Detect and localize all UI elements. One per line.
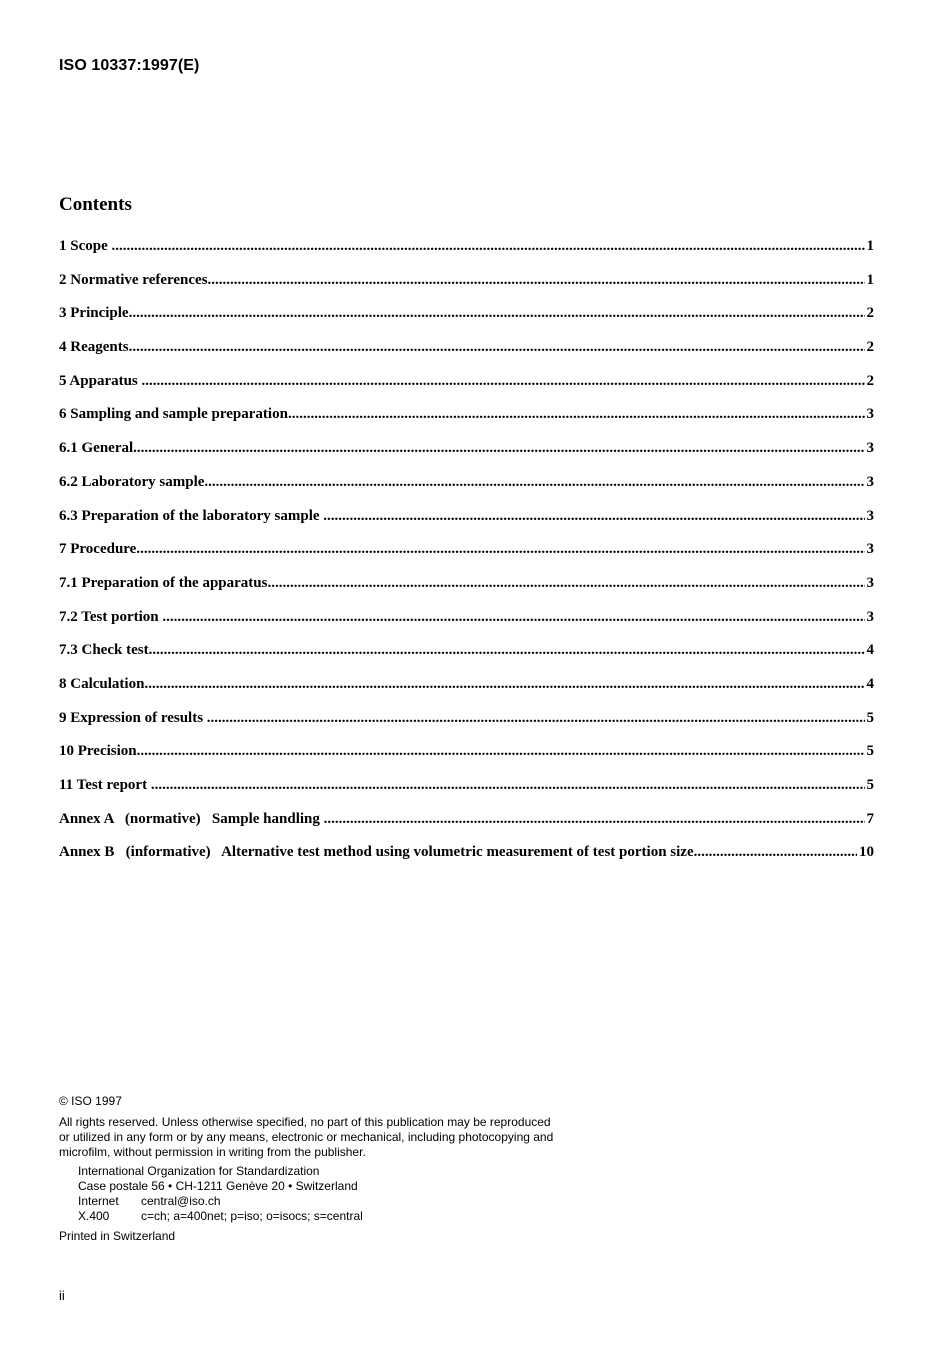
toc-entry-label: 4 Reagents xyxy=(59,339,129,356)
toc-entry-label: 9 Expression of results xyxy=(59,709,207,726)
toc-entry-label: 6 Sampling and sample preparation xyxy=(59,406,288,423)
toc-entry-label: 7.2 Test portion xyxy=(59,608,163,625)
x400-label: X.400 xyxy=(78,1209,110,1223)
toc-entry-precision[interactable] xyxy=(59,741,874,775)
toc-dot-leader xyxy=(133,438,864,458)
toc-entry-page: 1 xyxy=(866,271,874,288)
toc-entry-page: 10 xyxy=(859,844,874,861)
toc-entry-page: 3 xyxy=(866,507,874,524)
toc-entry-page: 3 xyxy=(866,574,874,591)
org-name: International Organization for Standardization xyxy=(78,1164,320,1178)
toc-dot-leader xyxy=(142,371,865,391)
copyright-notice: © ISO 1997 xyxy=(59,1094,122,1108)
toc-entry-principle[interactable] xyxy=(59,303,874,337)
toc-entry-normative-references[interactable] xyxy=(59,270,874,304)
toc-entry-page: 2 xyxy=(866,339,874,356)
toc-entry-page: 2 xyxy=(866,305,874,322)
toc-dot-leader xyxy=(144,674,864,694)
toc-dot-leader xyxy=(149,640,865,660)
toc-entry-scope[interactable] xyxy=(59,236,874,270)
toc-entry-page: 7 xyxy=(866,810,874,827)
rights-line: or utilized in any form or by any means, electronic or mechanical, including photocopying and xyxy=(59,1130,554,1144)
internet-email-link[interactable]: central@iso.ch xyxy=(141,1194,221,1208)
toc-dot-leader xyxy=(207,708,865,728)
printed-in: Printed in Switzerland xyxy=(59,1229,176,1243)
toc-entry-preparation-apparatus[interactable] xyxy=(59,573,874,607)
contents-heading: Contents xyxy=(59,194,132,215)
publisher-address xyxy=(59,1164,619,1224)
toc-dot-leader xyxy=(267,573,864,593)
toc-entry-label: 2 Normative references xyxy=(59,271,208,288)
toc-dot-leader xyxy=(136,539,864,559)
table-of-contents xyxy=(59,236,874,876)
toc-dot-leader xyxy=(129,303,865,323)
toc-entry-label: 7 Procedure xyxy=(59,541,137,558)
toc-entry-label: 6.1 General xyxy=(59,440,134,457)
toc-entry-label: 7.1 Preparation of the apparatus xyxy=(59,574,268,591)
toc-entry-label: 6.3 Preparation of the laboratory sample xyxy=(59,507,324,524)
document-header: ISO 10337:1997(E) xyxy=(59,57,200,74)
toc-entry-check-test[interactable] xyxy=(59,640,874,674)
toc-entry-page: 5 xyxy=(866,743,874,760)
org-address: Case postale 56 • CH-1211 Genève 20 • Switzerland xyxy=(78,1179,358,1193)
toc-entry-page: 5 xyxy=(866,777,874,793)
toc-dot-leader xyxy=(288,404,865,424)
toc-entry-sampling[interactable] xyxy=(59,404,874,438)
toc-entry-page: 1 xyxy=(866,238,874,254)
toc-entry-general[interactable] xyxy=(59,438,874,472)
toc-entry-page: 3 xyxy=(866,406,874,423)
toc-entry-label: 3 Principle xyxy=(59,305,129,322)
toc-entry-page: 4 xyxy=(866,675,874,692)
toc-dot-leader xyxy=(208,270,865,290)
toc-entry-page: 2 xyxy=(866,372,874,389)
rights-line: All rights reserved. Unless otherwise specified, no part of this publication may be reproduced xyxy=(59,1115,551,1129)
toc-entry-label: 6.2 Laboratory sample xyxy=(59,473,205,490)
toc-entry-page: 4 xyxy=(866,642,874,659)
toc-dot-leader xyxy=(162,607,864,627)
internet-row xyxy=(78,1194,619,1209)
toc-entry-label: 7.3 Check test xyxy=(59,642,149,659)
toc-entry-label: 1 Scope xyxy=(59,238,112,254)
x400-value: c=ch; a=400net; p=iso; o=isocs; s=central xyxy=(141,1209,363,1223)
toc-entry-procedure[interactable] xyxy=(59,539,874,573)
toc-entry-annex-a[interactable] xyxy=(59,809,874,843)
toc-entry-page: 3 xyxy=(866,608,874,625)
toc-entry-page: 3 xyxy=(866,440,874,457)
toc-entry-annex-b[interactable] xyxy=(59,842,874,876)
toc-entry-reagents[interactable] xyxy=(59,337,874,371)
toc-dot-leader xyxy=(694,842,857,862)
toc-entry-label: 8 Calculation xyxy=(59,675,145,692)
x400-row xyxy=(78,1209,619,1224)
toc-entry-label: 10 Precision xyxy=(59,743,137,760)
toc-dot-leader xyxy=(151,775,865,795)
toc-entry-test-report[interactable] xyxy=(59,775,874,809)
toc-entry-laboratory-sample[interactable] xyxy=(59,472,874,506)
toc-dot-leader xyxy=(323,506,864,526)
toc-entry-page: 3 xyxy=(866,541,874,558)
toc-dot-leader xyxy=(129,337,865,357)
rights-line: microfilm, without permission in writing from the publisher. xyxy=(59,1145,366,1159)
toc-entry-preparation-lab-sample[interactable] xyxy=(59,506,874,540)
rights-statement xyxy=(59,1115,619,1160)
toc-entry-page: 5 xyxy=(866,709,874,726)
toc-entry-page: 3 xyxy=(866,473,874,490)
toc-entry-label: Annex B (informative) Alternative test method using volumetric measurement of test portion size xyxy=(59,844,694,861)
toc-entry-label: Annex A (normative) Sample handling xyxy=(59,810,324,827)
toc-dot-leader xyxy=(324,809,865,829)
toc-entry-expression-of-results[interactable] xyxy=(59,708,874,742)
internet-label: Internet xyxy=(78,1194,119,1208)
toc-dot-leader xyxy=(137,741,865,761)
toc-entry-label: 11 Test report xyxy=(59,777,151,793)
page-number: ii xyxy=(59,1288,65,1303)
copyright-block xyxy=(59,1094,619,1244)
toc-dot-leader xyxy=(112,236,865,256)
toc-entry-apparatus[interactable] xyxy=(59,371,874,405)
toc-dot-leader xyxy=(204,472,864,492)
toc-entry-test-portion[interactable] xyxy=(59,607,874,641)
toc-entry-calculation[interactable] xyxy=(59,674,874,708)
toc-entry-label: 5 Apparatus xyxy=(59,372,142,389)
